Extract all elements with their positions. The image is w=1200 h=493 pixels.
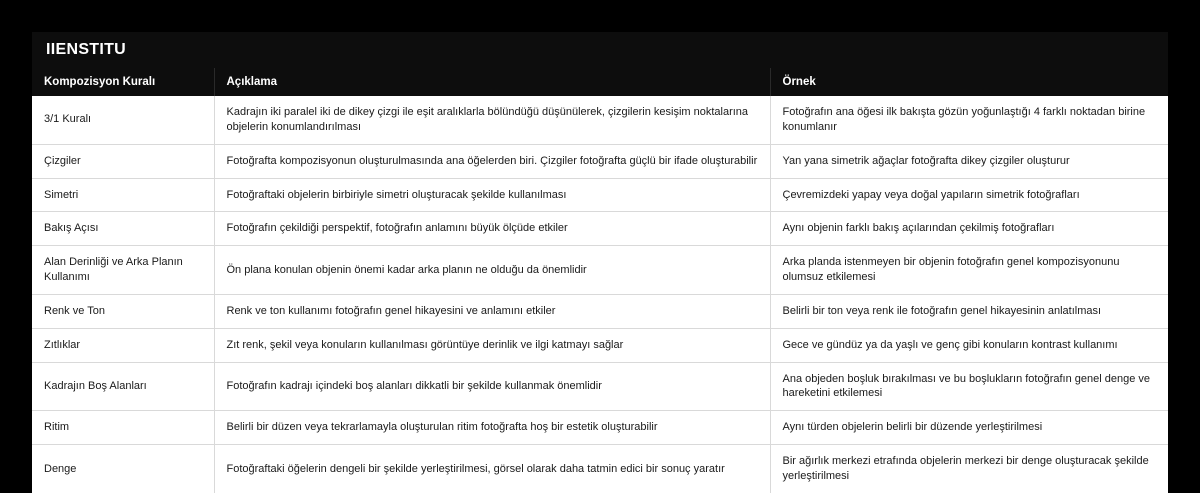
column-header-example: Örnek <box>770 68 1168 96</box>
cell-description: Fotoğrafın çekildiği perspektif, fotoğrafın anlamını büyük ölçüde etkiler <box>214 212 770 246</box>
cell-rule: Denge <box>32 445 214 493</box>
table-row <box>32 96 1168 144</box>
column-header-rule: Kompozisyon Kuralı <box>32 68 214 96</box>
cell-example: Aynı objenin farklı bakış açılarından çekilmiş fotoğrafları <box>770 212 1168 246</box>
table-row <box>32 144 1168 178</box>
table-row <box>32 362 1168 411</box>
cell-rule: 3/1 Kuralı <box>32 96 214 144</box>
table-row <box>32 212 1168 246</box>
table-row <box>32 246 1168 295</box>
table-body <box>32 96 1168 493</box>
cell-rule: Zıtlıklar <box>32 328 214 362</box>
cell-example: Gece ve gündüz ya da yaşlı ve genç gibi konuların kontrast kullanımı <box>770 328 1168 362</box>
cell-description: Kadrajın iki paralel iki de dikey çizgi ile eşit aralıklarla bölündüğü düşünülerek, çizgilerin kesişim noktalarına objelerin konumlandırılması <box>214 96 770 144</box>
cell-example: Ana objeden boşluk bırakılması ve bu boşlukların fotoğrafın genel denge ve hareketini etkilemesi <box>770 362 1168 411</box>
cell-description: Renk ve ton kullanımı fotoğrafın genel hikayesini ve anlamını etkiler <box>214 294 770 328</box>
cell-description: Fotoğraftaki objelerin birbiriyle simetri oluşturacak şekilde kullanılması <box>214 178 770 212</box>
cell-rule: Bakış Açısı <box>32 212 214 246</box>
cell-rule: Renk ve Ton <box>32 294 214 328</box>
table-row <box>32 411 1168 445</box>
composition-rules-table <box>32 68 1168 493</box>
cell-description: Ön plana konulan objenin önemi kadar arka planın ne olduğu da önemlidir <box>214 246 770 295</box>
cell-example: Belirli bir ton veya renk ile fotoğrafın genel hikayesinin anlatılması <box>770 294 1168 328</box>
brand-header <box>32 32 1168 68</box>
cell-example: Aynı türden objelerin belirli bir düzende yerleştirilmesi <box>770 411 1168 445</box>
cell-description: Belirli bir düzen veya tekrarlamayla oluşturulan ritim fotoğrafta hoş bir estetik oluşturabilir <box>214 411 770 445</box>
cell-description: Fotoğraftaki öğelerin dengeli bir şekilde yerleştirilmesi, görsel olarak daha tatmin edici bir sonuç yaratır <box>214 445 770 493</box>
cell-rule: Ritim <box>32 411 214 445</box>
cell-rule: Alan Derinliği ve Arka Planın Kullanımı <box>32 246 214 295</box>
document-page <box>32 32 1168 482</box>
cell-rule: Simetri <box>32 178 214 212</box>
cell-example: Arka planda istenmeyen bir objenin fotoğrafın genel kompozisyonunu olumsuz etkilemesi <box>770 246 1168 295</box>
table-row <box>32 178 1168 212</box>
cell-rule: Kadrajın Boş Alanları <box>32 362 214 411</box>
cell-description: Zıt renk, şekil veya konuların kullanılması görüntüye derinlik ve ilgi katmayı sağlar <box>214 328 770 362</box>
column-header-description: Açıklama <box>214 68 770 96</box>
cell-example: Yan yana simetrik ağaçlar fotoğrafta dikey çizgiler oluşturur <box>770 144 1168 178</box>
cell-example: Çevremizdeki yapay veya doğal yapıların simetrik fotoğrafları <box>770 178 1168 212</box>
cell-description: Fotoğrafın kadrajı içindeki boş alanları dikkatli bir şekilde kullanmak önemlidir <box>214 362 770 411</box>
table-row <box>32 328 1168 362</box>
table-row <box>32 294 1168 328</box>
cell-example: Fotoğrafın ana öğesi ilk bakışta gözün yoğunlaştığı 4 farklı noktadan birine konumlanır <box>770 96 1168 144</box>
brand-title: IIENSTITU <box>46 41 127 58</box>
cell-example: Bir ağırlık merkezi etrafında objelerin merkezi bir denge oluşturacak şekilde yerleştirilmesi <box>770 445 1168 493</box>
table-header <box>32 68 1168 96</box>
table-row <box>32 445 1168 493</box>
cell-description: Fotoğrafta kompozisyonun oluşturulmasında ana öğelerden biri. Çizgiler fotoğrafta güçlü bir ifade oluşturabilir <box>214 144 770 178</box>
cell-rule: Çizgiler <box>32 144 214 178</box>
table-header-row <box>32 68 1168 96</box>
